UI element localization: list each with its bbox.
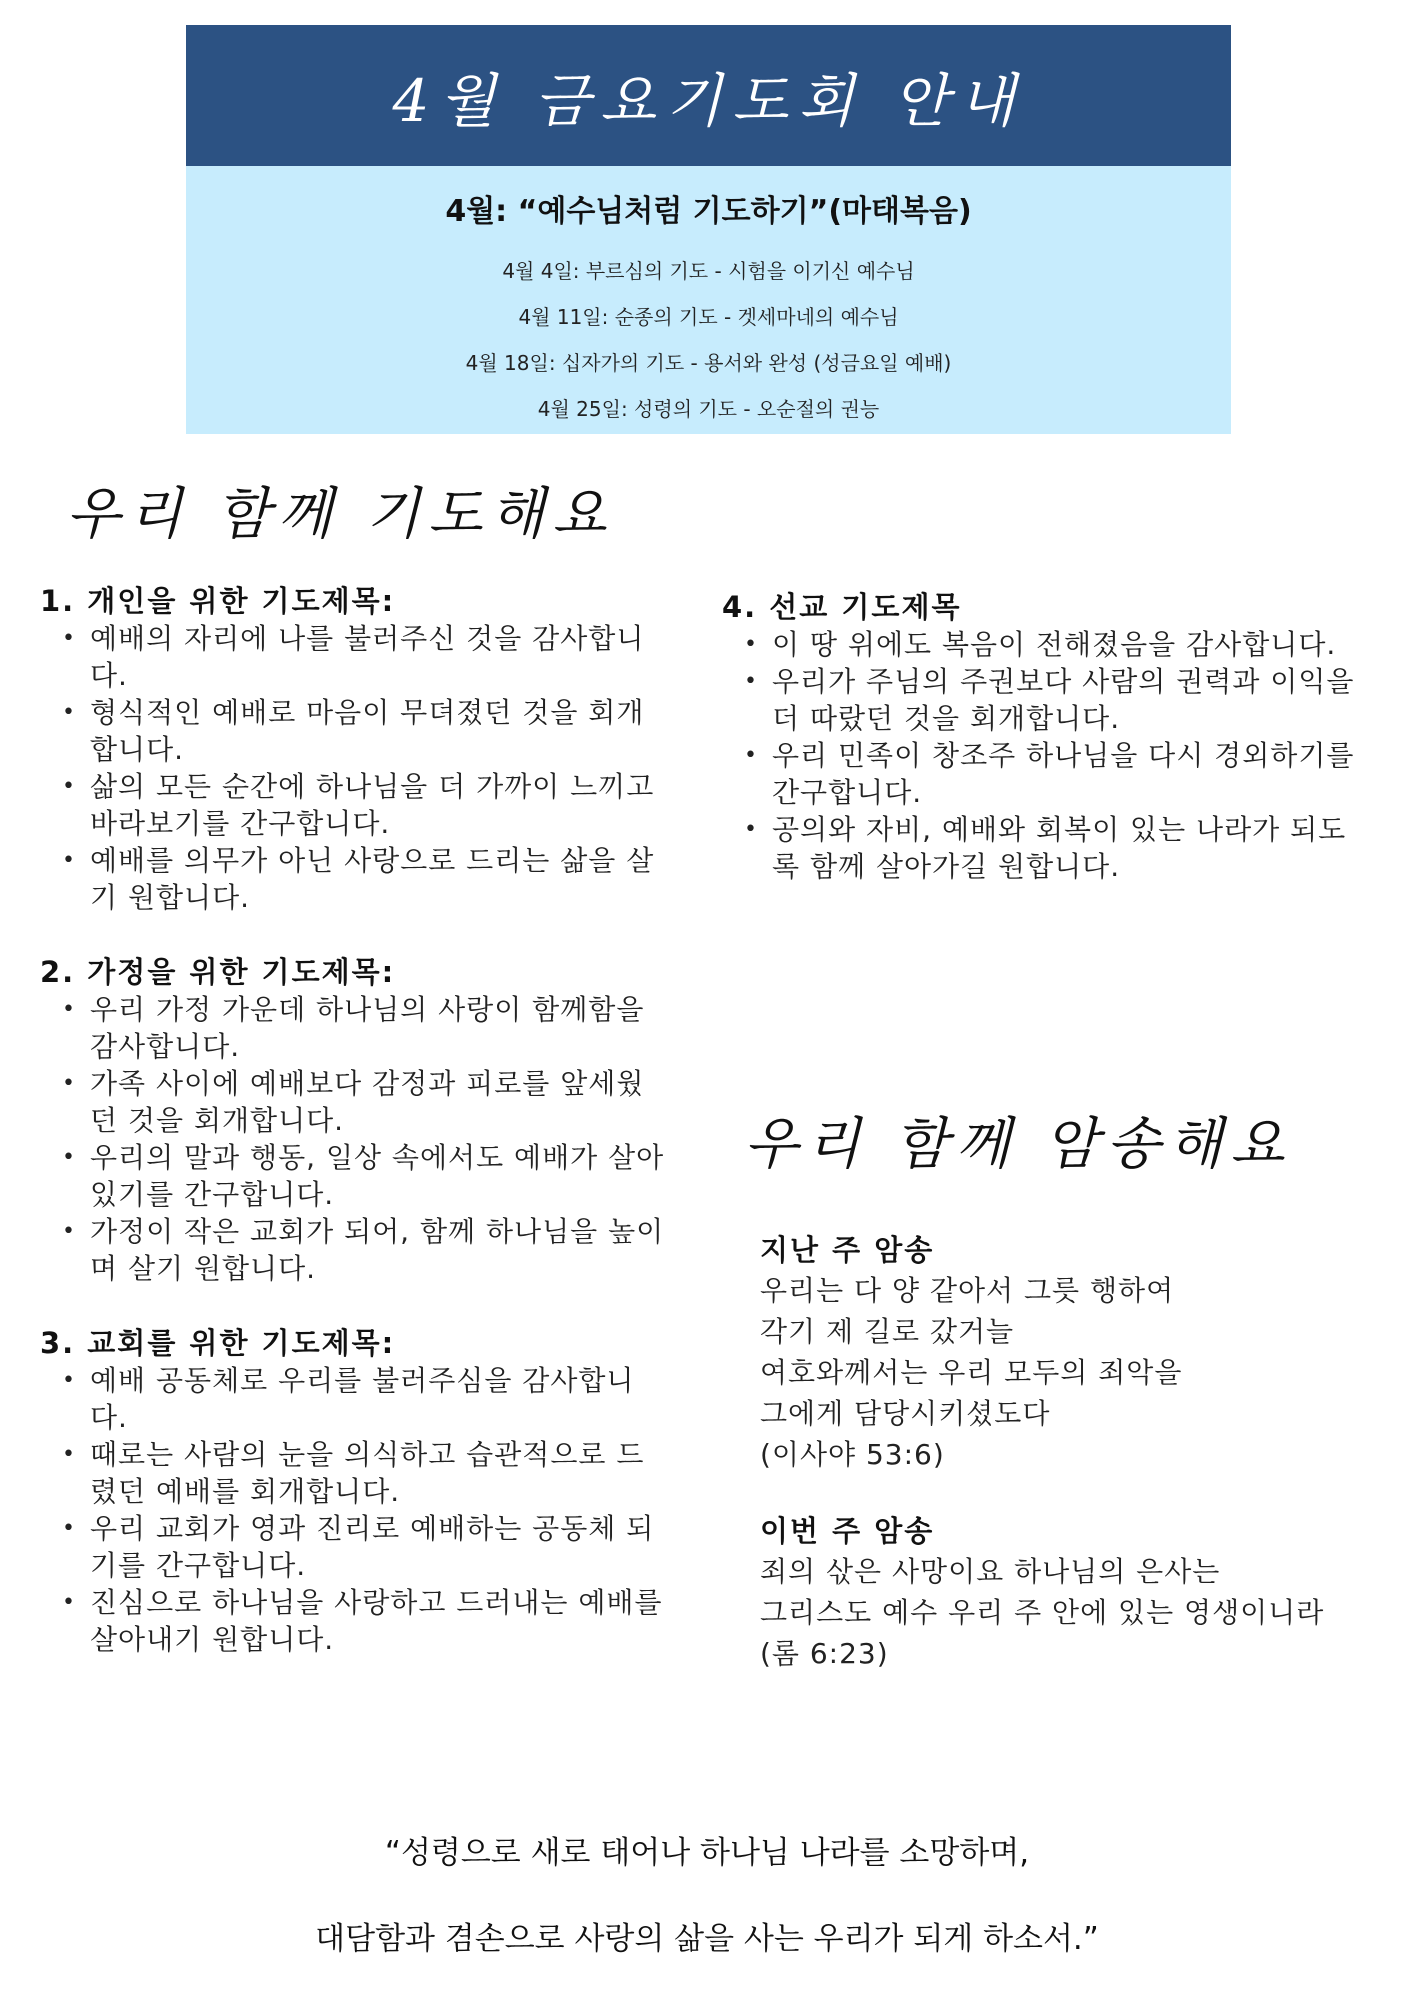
list-item bbox=[40, 1584, 672, 1658]
schedule-item: 4월 11일: 순종의 기도 - 겟세마네의 예수님 bbox=[518, 305, 899, 329]
list-item bbox=[722, 626, 1362, 663]
memory-last-week bbox=[760, 1230, 1400, 1475]
verse-line: 각기 제 길로 갔거늘 bbox=[760, 1315, 1015, 1348]
bullet-icon: • bbox=[62, 848, 76, 873]
bullet-icon: • bbox=[62, 1590, 76, 1615]
schedule-item: 4월 25일: 성령의 기도 - 오순절의 권능 bbox=[537, 397, 880, 421]
bullet-icon: • bbox=[62, 1145, 76, 1170]
bullet-icon: • bbox=[62, 997, 76, 1022]
verse-line: 여호와께서는 우리 모두의 죄악을 bbox=[760, 1356, 1183, 1389]
list-item bbox=[40, 1065, 672, 1139]
verse-reference: (롬 6:23) bbox=[760, 1637, 889, 1670]
list-item bbox=[40, 991, 672, 1065]
item-text: 예배의 자리에 나를 불러주신 것을 감사합니다. bbox=[90, 622, 645, 692]
schedule-box bbox=[186, 166, 1231, 434]
section-title: 1. 개인을 위한 기도제목: bbox=[40, 584, 396, 618]
bullet-icon: • bbox=[62, 700, 76, 725]
recite-heading: 우리 함께 암송해요 bbox=[744, 1112, 1293, 1177]
item-text: 형식적인 예배로 마음이 무뎌졌던 것을 회개합니다. bbox=[90, 696, 645, 766]
memory-verses bbox=[760, 1230, 1400, 1710]
title-banner bbox=[186, 25, 1231, 166]
closing-line: “성령으로 새로 태어나 하나님 나라를 소망하며, bbox=[384, 1835, 1030, 1871]
item-text: 예배를 의무가 아닌 사랑으로 드리는 삶을 살기 원합니다. bbox=[90, 844, 655, 914]
item-text: 가정이 작은 교회가 되어, 함께 하나님을 높이며 살기 원합니다. bbox=[90, 1215, 665, 1285]
list-item bbox=[40, 768, 672, 842]
list-item bbox=[40, 1213, 672, 1287]
item-text: 진심으로 하나님을 사랑하고 드러내는 예배를 살아내기 원합니다. bbox=[90, 1586, 663, 1656]
prayer-column-right bbox=[722, 588, 1362, 922]
prayer-section-mission bbox=[722, 588, 1362, 885]
schedule-heading: 4월: “예수님처럼 기도하기”(마태복음) bbox=[445, 194, 972, 229]
list-item bbox=[722, 663, 1362, 737]
item-text: 우리 교회가 영과 진리로 예배하는 공동체 되기를 간구합니다. bbox=[90, 1512, 655, 1582]
list-item bbox=[40, 620, 672, 694]
section-title: 3. 교회를 위한 기도제목: bbox=[40, 1326, 396, 1360]
item-text: 공의와 자비, 예배와 회복이 있는 나라가 되도록 함께 살아가길 원합니다. bbox=[772, 813, 1347, 883]
item-text: 가족 사이에 예배보다 감정과 피로를 앞세웠던 것을 회개합니다. bbox=[90, 1067, 645, 1137]
memory-title: 지난 주 암송 bbox=[760, 1233, 935, 1267]
bullet-icon: • bbox=[744, 743, 758, 768]
bullet-icon: • bbox=[62, 626, 76, 651]
section-title: 2. 가정을 위한 기도제목: bbox=[40, 955, 396, 989]
bullet-icon: • bbox=[744, 817, 758, 842]
bullet-icon: • bbox=[62, 1219, 76, 1244]
schedule-item: 4월 4일: 부르심의 기도 - 시험을 이기신 예수님 bbox=[502, 259, 915, 283]
item-text: 우리 가정 가운데 하나님의 사랑이 함께함을 감사합니다. bbox=[90, 993, 645, 1063]
page-title: 4월 금요기도회 안내 bbox=[392, 66, 1025, 135]
schedule-list bbox=[186, 248, 1231, 432]
bullet-icon: • bbox=[62, 1368, 76, 1393]
item-text: 삶의 모든 순간에 하나님을 더 가까이 느끼고 바라보기를 간구합니다. bbox=[90, 770, 655, 840]
list-item bbox=[40, 1510, 672, 1584]
list-item bbox=[40, 694, 672, 768]
item-text: 이 땅 위에도 복음이 전해졌음을 감사합니다. bbox=[772, 628, 1337, 661]
item-text: 우리의 말과 행동, 일상 속에서도 예배가 살아있기를 간구합니다. bbox=[90, 1141, 665, 1211]
prayer-section-church bbox=[40, 1324, 672, 1658]
list-item bbox=[40, 1139, 672, 1213]
closing-prayer bbox=[0, 1810, 1414, 1982]
item-text: 우리 민족이 창조주 하나님을 다시 경외하기를 간구합니다. bbox=[772, 739, 1355, 809]
verse-line: 그에게 담당시키셨도다 bbox=[760, 1397, 1051, 1430]
pray-heading: 우리 함께 기도해요 bbox=[66, 482, 615, 547]
item-text: 우리가 주님의 주권보다 사람의 권력과 이익을 더 따랐던 것을 회개합니다. bbox=[772, 665, 1355, 735]
item-text: 예배 공동체로 우리를 불러주심을 감사합니다. bbox=[90, 1364, 635, 1434]
list-item bbox=[40, 842, 672, 916]
bullet-icon: • bbox=[62, 1071, 76, 1096]
bullet-icon: • bbox=[62, 774, 76, 799]
prayer-section-family bbox=[40, 953, 672, 1287]
bullet-icon: • bbox=[744, 632, 758, 657]
schedule-item: 4월 18일: 십자가의 기도 - 용서와 완성 (성금요일 예배) bbox=[465, 351, 952, 375]
item-text: 때로는 사람의 눈을 의식하고 습관적으로 드렸던 예배를 회개합니다. bbox=[90, 1438, 645, 1508]
list-item bbox=[40, 1362, 672, 1436]
section-title: 4. 선교 기도제목 bbox=[722, 590, 962, 624]
bullet-icon: • bbox=[62, 1516, 76, 1541]
prayer-column-left bbox=[40, 582, 672, 1695]
verse-reference: (이사야 53:6) bbox=[760, 1438, 945, 1471]
closing-line: 대담함과 겸손으로 사랑의 삶을 사는 우리가 되게 하소서.” bbox=[315, 1921, 1099, 1957]
bullet-icon: • bbox=[62, 1442, 76, 1467]
verse-line: 죄의 삯은 사망이요 하나님의 은사는 bbox=[760, 1555, 1221, 1588]
prayer-section-personal bbox=[40, 582, 672, 916]
list-item bbox=[40, 1436, 672, 1510]
memory-title: 이번 주 암송 bbox=[760, 1514, 935, 1548]
memory-this-week bbox=[760, 1511, 1400, 1674]
list-item bbox=[722, 737, 1362, 811]
list-item bbox=[722, 811, 1362, 885]
verse-line: 우리는 다 양 같아서 그릇 행하여 bbox=[760, 1274, 1175, 1307]
bullet-icon: • bbox=[744, 669, 758, 694]
verse-line: 그리스도 예수 우리 주 안에 있는 영생이니라 bbox=[760, 1596, 1325, 1629]
